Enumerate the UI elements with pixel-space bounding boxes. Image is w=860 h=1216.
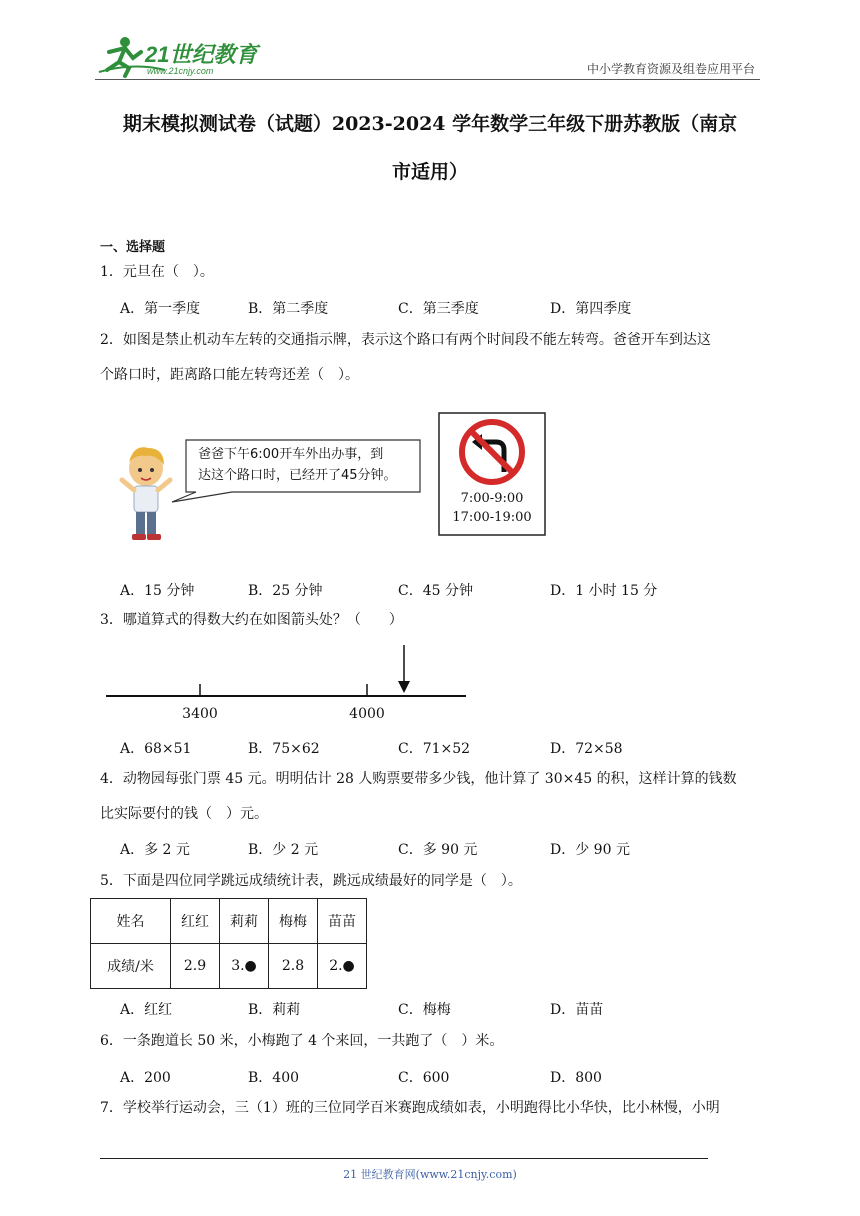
speech-bubble bbox=[172, 440, 420, 502]
long-jump-table bbox=[90, 898, 367, 989]
q6-option-d: D．800 bbox=[550, 1070, 602, 1086]
down-arrow-icon bbox=[398, 645, 410, 693]
q1-option-c: C．第三季度 bbox=[398, 301, 479, 317]
traffic-sign bbox=[439, 413, 545, 535]
title-line-2: 市适用） bbox=[391, 161, 468, 183]
q1-option-a: A．第一季度 bbox=[120, 301, 201, 317]
section-heading: 一、选择题 bbox=[100, 240, 166, 255]
table-cell: 莉莉 bbox=[220, 899, 269, 944]
q1-option-d: D．第四季度 bbox=[550, 301, 632, 317]
q2-option-c: C．45 分钟 bbox=[398, 583, 473, 599]
q2-line-1: 2．如图是禁止机动车左转的交通指示牌，表示这个路口有两个时间段不能左转弯。爸爸开车到达这 bbox=[100, 332, 711, 348]
logo-text: 21世纪教育 bbox=[145, 42, 258, 67]
q2-line-2: 个路口时，距离路口能左转弯还差（ ）。 bbox=[100, 367, 359, 383]
q4-option-c: C．多 90 元 bbox=[398, 842, 478, 858]
q3-option-d: D．72×58 bbox=[550, 741, 623, 757]
q4-option-a: A．多 2 元 bbox=[120, 842, 190, 858]
header-platform-text: 中小学教育资源及组卷应用平台 bbox=[586, 62, 755, 76]
sign-time-2: 17:00-19:00 bbox=[452, 510, 532, 525]
boy-illustration-icon bbox=[122, 447, 170, 540]
table-row bbox=[91, 944, 367, 989]
q6-option-b: B．400 bbox=[248, 1070, 300, 1086]
tick-label-3400: 3400 bbox=[182, 706, 218, 722]
question-2 bbox=[100, 323, 765, 393]
q1-option-b: B．第二季度 bbox=[248, 301, 329, 317]
table-row bbox=[91, 899, 367, 944]
table-cell: 姓名 bbox=[91, 899, 171, 944]
question-7: 7．学校举行运动会，三（1）班的三位同学百米赛跑成绩如表，小明跑得比小华快，比小林慢，小明 bbox=[100, 1100, 720, 1116]
footer-divider bbox=[100, 1158, 708, 1159]
q4-option-d: D．少 90 元 bbox=[550, 842, 630, 858]
q2-option-a: A．15 分钟 bbox=[120, 583, 195, 599]
question-3: 3．哪道算式的得数大约在如图箭头处？（ ） bbox=[100, 612, 403, 628]
no-left-turn-icon bbox=[462, 422, 522, 482]
number-line bbox=[104, 643, 474, 723]
q5-option-d: D．苗苗 bbox=[550, 1002, 604, 1018]
q5-option-b: B．莉莉 bbox=[248, 1002, 301, 1018]
logo-url: www.21cnjy.com bbox=[147, 66, 214, 76]
table-cell: 2.8 bbox=[269, 944, 318, 989]
q3-option-a: A．68×51 bbox=[120, 741, 192, 757]
question-4 bbox=[100, 762, 765, 832]
q4-line-2: 比实际要付的钱（ ）元。 bbox=[100, 806, 268, 822]
page-title bbox=[95, 100, 765, 196]
footer-text: 21 世纪教育网(www.21cnjy.com) bbox=[343, 1168, 517, 1181]
sign-time-1: 7:00-9:00 bbox=[460, 491, 524, 506]
q5-option-a: A．红红 bbox=[120, 1002, 173, 1018]
q6-option-c: C．600 bbox=[398, 1070, 450, 1086]
q3-option-b: B．75×62 bbox=[248, 741, 320, 757]
bubble-line-1: 爸爸下午6:00开车外出办事，到 bbox=[198, 447, 384, 462]
tick-label-4000: 4000 bbox=[349, 706, 385, 722]
question-5: 5．下面是四位同学跳远成绩统计表，跳远成绩最好的同学是（ ）。 bbox=[100, 873, 522, 889]
q2-option-b: B．25 分钟 bbox=[248, 583, 323, 599]
table-cell: 3.● bbox=[220, 944, 269, 989]
q4-option-b: B．少 2 元 bbox=[248, 842, 319, 858]
table-cell: 红红 bbox=[171, 899, 220, 944]
q6-option-a: A．200 bbox=[120, 1070, 171, 1086]
q2-option-d: D．1 小时 15 分 bbox=[550, 583, 658, 599]
header-divider bbox=[95, 79, 760, 80]
table-cell: 成绩/米 bbox=[91, 944, 171, 989]
table-cell: 梅梅 bbox=[269, 899, 318, 944]
q4-line-1: 4．动物园每张门票 45 元。明明估计 28 人购票要带多少钱，他计算了 30×45 的积，这样计算的钱数 bbox=[100, 771, 737, 787]
question-6: 6．一条跑道长 50 米，小梅跑了 4 个来回，一共跑了（ ）米。 bbox=[100, 1033, 504, 1049]
table-cell: 苗苗 bbox=[318, 899, 367, 944]
table-cell: 2.● bbox=[318, 944, 367, 989]
q3-option-c: C．71×52 bbox=[398, 741, 471, 757]
runner-logo-icon bbox=[95, 32, 265, 80]
bubble-line-2: 达这个路口时，已经开了45分钟。 bbox=[198, 468, 397, 483]
table-cell: 2.9 bbox=[171, 944, 220, 989]
q5-option-c: C．梅梅 bbox=[398, 1002, 451, 1018]
q2-figure bbox=[112, 410, 552, 550]
question-1: 1．元旦在（ ）。 bbox=[100, 264, 214, 280]
title-line-1: 期末模拟测试卷（试题）2023-2024 学年数学三年级下册苏教版（南京 bbox=[122, 113, 738, 135]
site-logo bbox=[95, 32, 265, 80]
